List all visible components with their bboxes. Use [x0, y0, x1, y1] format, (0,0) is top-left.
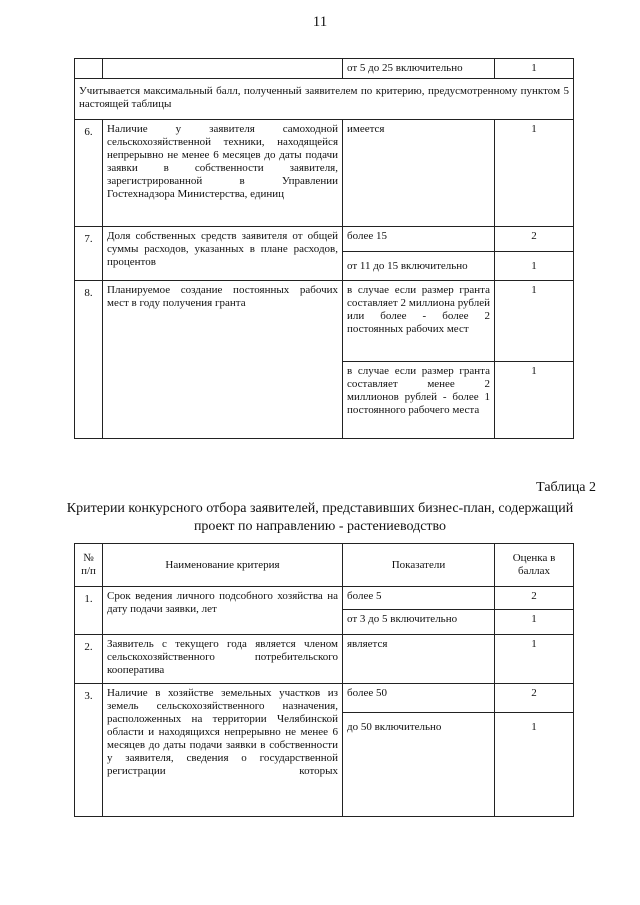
note-text: Учитывается максимальный балл, полученный заявителем по критерию, предусмотренному пунктом 5 настоящей таблицы: [75, 79, 574, 120]
criteria-table-2: [74, 543, 574, 817]
score-cell: 1: [495, 120, 574, 227]
indicator-cell: в случае если размер гранта составляет 2 миллиона рублей или более - более 2 постоянных рабочих мест: [343, 281, 495, 362]
indicator-cell: является: [343, 635, 495, 684]
indicator-cell: от 3 до 5 включительно: [343, 610, 495, 635]
row-number: 6.: [75, 120, 103, 227]
criterion-cell: Планируемое создание постоянных рабочих мест в году получения гранта: [103, 281, 343, 439]
indicator-cell: от 5 до 25 включительно: [343, 59, 495, 79]
score-cell: 1: [495, 281, 574, 362]
table-row: [75, 281, 574, 362]
criterion-cell: Наличие у заявителя самоходной сельскохозяйственной техники, находящейся непрерывно не менее 6 месяцев до даты подачи заявки в собственности заявителя, зарегистрированной в Управлении Гостехнадзора Министерства, единиц: [103, 120, 343, 227]
score-cell: 1: [495, 635, 574, 684]
criteria-table-1: [74, 58, 574, 439]
indicator-cell: от 11 до 15 включительно: [343, 252, 495, 281]
table-row: [75, 120, 574, 227]
table-row: [75, 635, 574, 684]
score-cell: 1: [495, 59, 574, 79]
criterion-cell: Наличие в хозяйстве земельных участков из земель сельскохозяйственного назначения, расположенных на территории Челябинской области и находящихся непрерывно не менее 6 месяцев до даты подачи заявки в собственности у заявителя, сведения о государственной регистрации которых: [103, 684, 343, 817]
indicator-cell: имеется: [343, 120, 495, 227]
header-num: № п/п: [75, 544, 103, 587]
indicator-cell: в случае если размер гранта составляет менее 2 миллионов рублей - более 1 постоянного рабочего места: [343, 362, 495, 439]
row-number: 3.: [75, 684, 103, 817]
header-indicators: Показатели: [343, 544, 495, 587]
criterion-cell: Срок ведения личного подсобного хозяйства на дату подачи заявки, лет: [103, 587, 343, 635]
criterion-cell: Доля собственных средств заявителя от общей суммы расходов, указанных в плане расходов, процентов: [103, 227, 343, 281]
score-cell: 2: [495, 227, 574, 252]
table-row: [75, 587, 574, 610]
score-cell: 2: [495, 587, 574, 610]
header-score: Оценка в баллах: [495, 544, 574, 587]
score-cell: 1: [495, 362, 574, 439]
header-criterion: Наименование критерия: [103, 544, 343, 587]
table-row: [75, 227, 574, 252]
row-number: 2.: [75, 635, 103, 684]
table-row: [75, 684, 574, 713]
indicator-cell: более 5: [343, 587, 495, 610]
header-row: [75, 544, 574, 587]
row-number: 8.: [75, 281, 103, 439]
table-title: Критерии конкурсного отбора заявителей, представивших бизнес-план, содержащий проект по направлению - растениеводство: [66, 501, 574, 534]
indicator-cell: до 50 включительно: [343, 713, 495, 817]
score-cell: 1: [495, 610, 574, 635]
score-cell: 2: [495, 684, 574, 713]
score-cell: 1: [495, 713, 574, 817]
page-number: 11: [312, 14, 328, 30]
criterion-cell: Заявитель с текущего года является членом сельскохозяйственного потребительского кооператива: [103, 635, 343, 684]
row-number: 7.: [75, 227, 103, 281]
score-cell: 1: [495, 252, 574, 281]
indicator-cell: более 15: [343, 227, 495, 252]
note-row: [75, 79, 574, 120]
table-row: [75, 59, 574, 79]
row-number: 1.: [75, 587, 103, 635]
indicator-cell: более 50: [343, 684, 495, 713]
table-label: Таблица 2: [536, 480, 596, 495]
